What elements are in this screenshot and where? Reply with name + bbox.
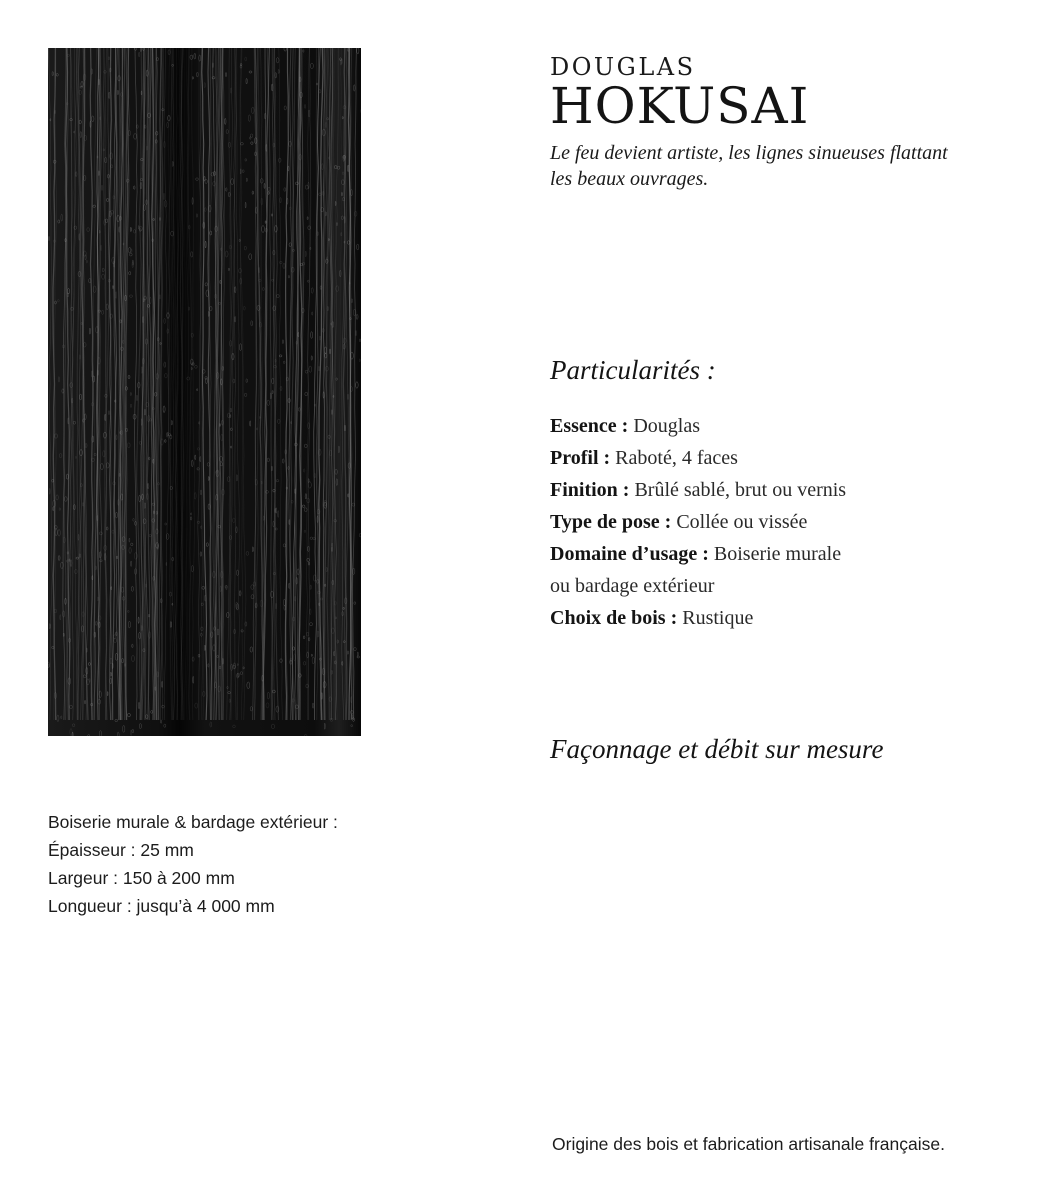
feature-key: Type de pose : (550, 511, 672, 533)
tagline-line-2: les beaux ouvrages. (550, 168, 709, 190)
feature-type-de-pose (550, 506, 970, 538)
feature-key: Choix de bois : (550, 607, 678, 629)
feature-key: Domaine d’usage : (550, 543, 709, 565)
wood-texture (48, 48, 361, 736)
feature-domaine-usage (550, 538, 970, 570)
feature-value: Rustique (677, 607, 754, 629)
feature-profil (550, 442, 970, 474)
dimension-length: Longueur : jusqu’à 4 000 mm (48, 896, 275, 916)
feature-value: Douglas (628, 415, 700, 437)
features-title: Particularités : (550, 355, 716, 385)
features-list (550, 410, 970, 634)
feature-finition (550, 474, 970, 506)
feature-essence (550, 410, 970, 442)
feature-value: Boiserie murale (708, 543, 842, 565)
product-name: HOKUSAI (550, 77, 810, 135)
brand-name: DOUGLAS (550, 53, 696, 81)
product-tagline (550, 140, 950, 192)
dimension-width: Largeur : 150 à 200 mm (48, 868, 235, 888)
tagline-line-1: Le feu devient artiste, les lignes sinueuses flattant (550, 142, 948, 164)
feature-choix-de-bois (550, 602, 970, 634)
origin-note: Origine des bois et fabrication artisanale française. (552, 1134, 945, 1154)
feature-value: Brûlé sablé, brut ou vernis (629, 479, 847, 501)
dimension-thickness: Épaisseur : 25 mm (48, 840, 194, 860)
feature-value: Collée ou vissée (671, 511, 808, 533)
wood-sample-image (48, 48, 361, 736)
feature-key: Essence : (550, 415, 629, 437)
feature-value: Raboté, 4 faces (610, 447, 738, 469)
dimensions-heading: Boiserie murale & bardage extérieur : (48, 812, 338, 832)
custom-cut-title: Façonnage et débit sur mesure (550, 734, 884, 764)
feature-domaine-usage-continuation: ou bardage extérieur (550, 575, 715, 597)
feature-key: Finition : (550, 479, 630, 501)
dimensions-block (48, 808, 468, 920)
feature-key: Profil : (550, 447, 611, 469)
